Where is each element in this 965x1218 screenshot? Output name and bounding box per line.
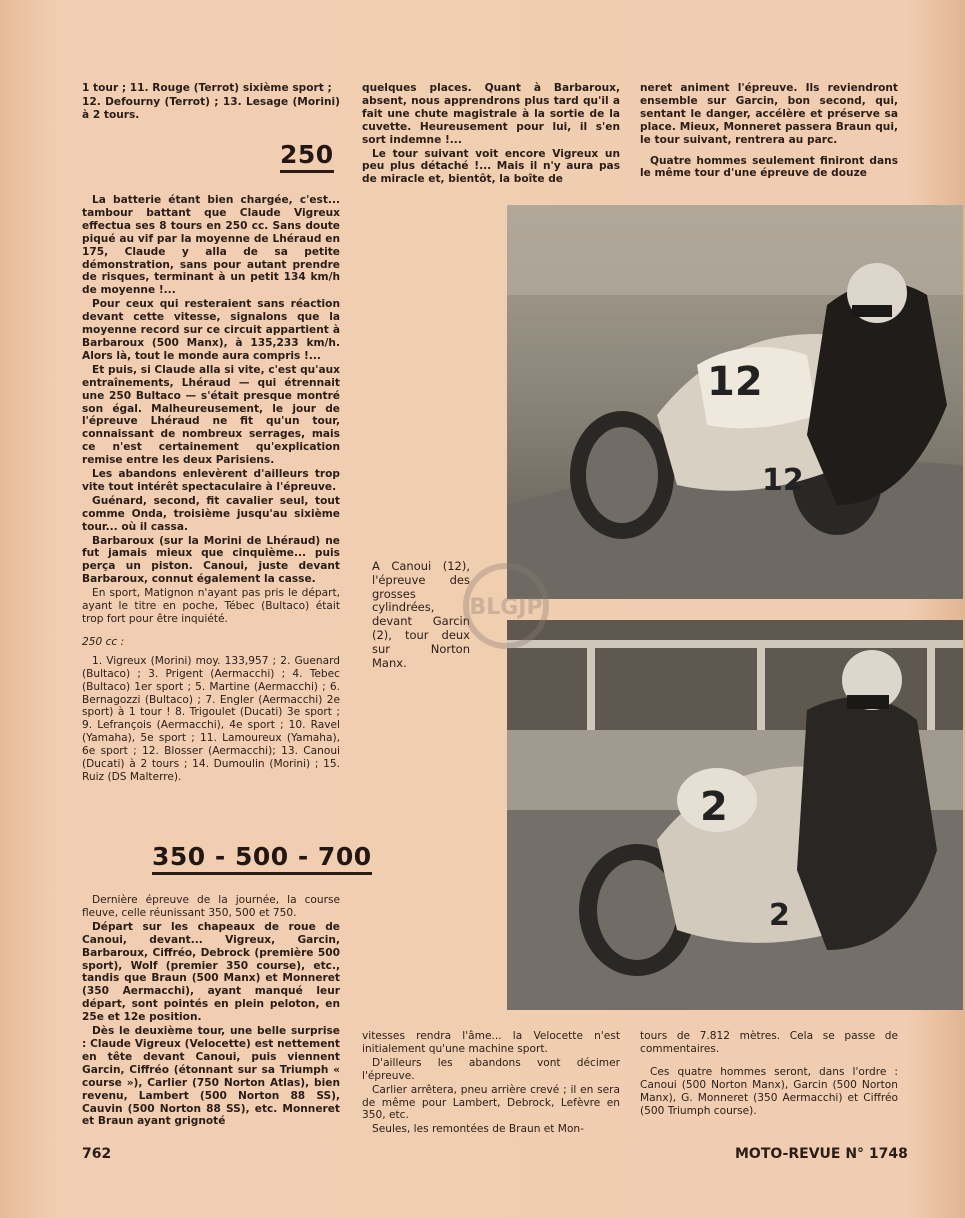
bike-number-2-lower: 2 [769, 898, 790, 933]
paragraph: En sport, Matignon n'ayant pas pris le départ, ayant le titre en poche, Tébec (Bultaco) était trop fort pour être inquiété. [82, 587, 340, 625]
results-250: 1. Vigreux (Morini) moy. 133,957 ; 2. Guenard (Bultaco) ; 3. Prigent (Aermacchi) ; 4. Tebec (Bultaco) 1er sport ; 5. Martine (Aermacchi) ; 6. Bernagozzi (Bultaco) ; 7. Engler (Aermacchi) 2e sport) à 1 tour ! 8. Trigoulet (Ducati) 3e sport ; 9. Lefrançois (Aermacchi), 4e sport ; 10. Ravel (Yamaha), 5e sport ; 11. Lamoureux (Yamaha), 6e sport ; 12. Blosser (Aermacchi); 13. Canoui (Ducati) à 2 tours ; 14. Dumoulin (Morini) ; 15. Ruiz (DS Malterre). [82, 654, 340, 783]
paragraph: La batterie étant bien chargée, c'est... tambour battant que Claude Vigreux effectua ses 8 tours en 250 cc. Sans doute piqué au vif par la moyenne de Lhéraud en 175, Claude y alla de sa petite démonstration, sans pour autant prendre de risques, terminant à un petit 134 km/h de moyenne !... [82, 194, 340, 297]
magazine-name: MOTO-REVUE N° 1748 [735, 1146, 908, 1162]
paragraph: quelques places. Quant à Barbaroux, absent, nous apprendrons plus tard qu'il a fait une chute magistrale à la sortie de la cuvette. Heureusement pour lui, il s'en sort indemne !... [362, 82, 620, 146]
paragraph: vitesses rendra l'âme... la Velocette n'est initialement qu'une machine sport. [362, 1030, 620, 1055]
paragraph: Carlier arrêtera, pneu arrière crevé ; il en sera de même pour Lambert, Debrock, Lefèvre en 350, etc. [362, 1083, 620, 1122]
paragraph: Le tour suivant voit encore Vigreux un peu plus détaché !... Mais il n'y aura pas de miracle et, bientôt, la boîte de [362, 147, 620, 186]
intro-line-2: 12. Defourny (Terrot) ; 13. Lesage (Morini) à 2 tours. [82, 95, 340, 121]
paragraph: Pour ceux qui resteraient sans réaction devant cette vitesse, signalons que la moyenne record sur ce circuit appartient à Barbaroux (500 Manx), à 135,233 km/h. Alors là, tout le monde aura compris !... [82, 298, 340, 362]
watermark-text: BLGJP [469, 595, 543, 620]
photo-caption: A Canoui (12), l'épreuve des grosses cylindrées, devant Garcin (2), tour deux sur Norton Manx. [372, 559, 470, 670]
paragraph: Seules, les remontées de Braun et Mon- [372, 1123, 584, 1136]
paragraph: Ces quatre hommes seront, dans l'ordre : Canoui (500 Norton Manx), Garcin (500 Norton Manx), G. Monneret (350 Aermacchi) et Ciffréo (500 Triumph course). [640, 1065, 898, 1117]
bike-number-12-lower: 12 [762, 463, 804, 498]
paragraph: neret animent l'épreuve. Ils reviendront ensemble sur Garcin, bon second, qui, sentant le danger, accélère et préserve sa place. Mieux, Monneret passera Braun qui, le tour suivant, rentrera au parc. [640, 82, 898, 146]
photo-rider-2 [507, 620, 963, 1010]
column-1-bottom [82, 894, 340, 1129]
paragraph: Quatre hommes seulement finiront dans le même tour d'une épreuve de douze [640, 154, 898, 180]
paragraph: D'ailleurs les abandons vont décimer l'épreuve. [362, 1056, 620, 1082]
paragraph: Et puis, si Claude alla si vite, c'est qu'aux entraînements, Lhéraud — qui étrennait une 250 Bultaco — s'était presque montré son égal. Malheureusement, le jour de l'épreuve Lhéraud ne fit qu'un tour, connaissant de nombreux serrages, mais ce n'est certainement qu'explication remise entre les deux Parisiens. [82, 363, 340, 467]
watermark-logo [460, 558, 552, 654]
paragraph: tours de 7.812 mètres. Cela se passe de commentaires. [640, 1030, 898, 1055]
page-number: 762 [82, 1146, 112, 1162]
results-label: 250 cc : [82, 635, 125, 648]
heading-350-500-700: 350 - 500 - 700 [152, 842, 372, 875]
column-3-top [640, 82, 898, 181]
paragraph: Barbaroux (sur la Morini de Lhéraud) ne fut jamais mieux que cinquième... puis perça un piston. Canoui, juste devant Barbaroux, connut également la casse. [82, 534, 340, 586]
paragraph: Les abandons enlevèrent d'ailleurs trop vite tout intérêt spectaculaire à l'épreuve. [82, 468, 340, 493]
bike-number-2: 2 [700, 784, 728, 830]
column-1-intro [82, 82, 340, 123]
column-1-body [82, 194, 340, 785]
heading-250: 250 [280, 140, 334, 173]
column-2-bottom [362, 1030, 620, 1137]
photo-rider-12 [507, 205, 963, 599]
column-2-top [362, 82, 620, 187]
intro-line-1: 1 tour ; 11. Rouge (Terrot) sixième sport ; [82, 82, 332, 94]
column-3-bottom [640, 1030, 898, 1118]
bike-number-12: 12 [707, 359, 763, 405]
paragraph: Départ sur les chapeaux de roue de Canoui, devant... Vigreux, Garcin, Barbaroux, Ciffréo, Debrock (première 500 sport), Wolf (premier 350 course), etc., tandis que Braun (500 Manx) et Monneret (350 Aermacchi), ayant manqué leur départ, sont pointés en plein peloton, en 25e et 12e position. [82, 920, 340, 1024]
paragraph: Dernière épreuve de la journée, la course fleuve, celle réunissant 350, 500 et 750. [82, 894, 340, 919]
paragraph: Guénard, second, fit cavalier seul, tout comme Onda, troisième jusqu'au sixième tour... où il cassa. [82, 494, 340, 533]
paragraph: Dès le deuxième tour, une belle surprise : Claude Vigreux (Velocette) est nettement en tête devant Canoui, puis viennent Garcin, Ciffréo (étonnant sur sa Triumph « course »), Carlier (750 Norton Atlas), bien revenu, Lambert (500 Norton 88 SS), Cauvin (500 Norton 88 SS), etc. Monneret et Braun ayant grignoté [82, 1025, 340, 1128]
